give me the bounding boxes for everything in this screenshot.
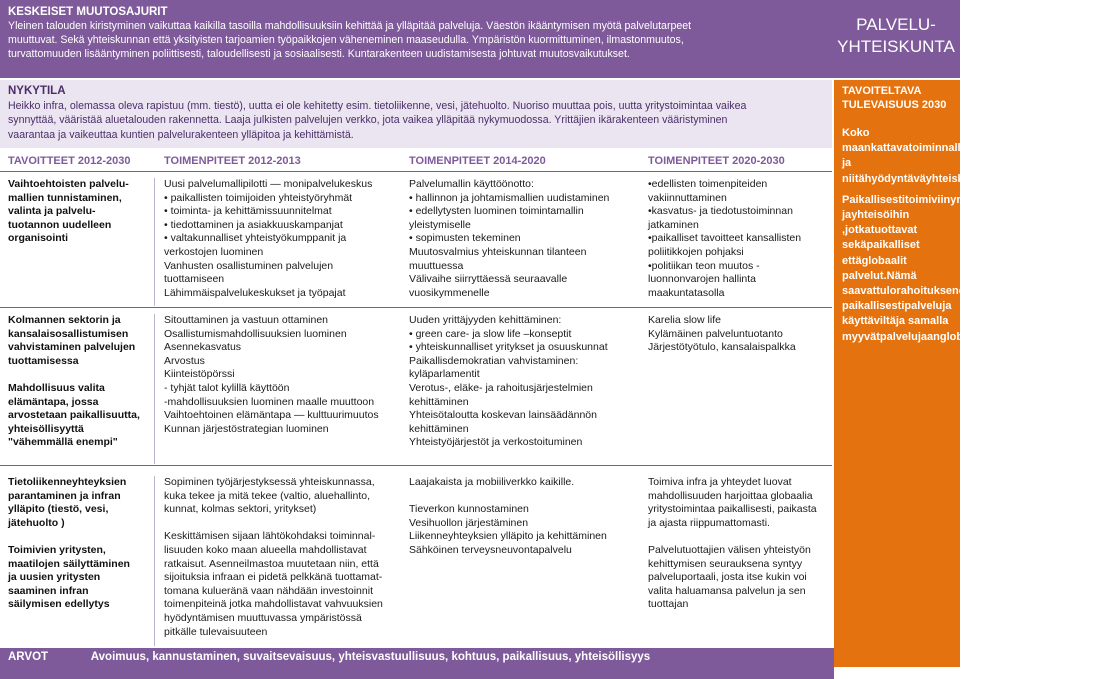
text-line: tuottamisessa (8, 354, 79, 367)
text-line: Kunnan järjestöstrategian luominen (164, 422, 329, 435)
drivers-line: muuttuvat. Sekä yhteiskunnan että yksityisten tarjoamien työpaikkojen väheneminen maaseudulla. Ympäristön kuormittuminen, ilmastonmuutos, (8, 34, 684, 46)
row-actions-2014 (409, 476, 639, 558)
text-line: yhteisöllisyyttä (8, 422, 84, 435)
text-line (8, 368, 148, 382)
future-vision-paragraph-1 (842, 126, 1107, 187)
text-line: Vaihtoehtoinen elämäntapa — kulttuurimuutos (164, 409, 379, 422)
text-line: Muutosvalmius yhteiskunnan tilanteen (409, 245, 587, 258)
row-actions-2020 (648, 314, 832, 355)
text-line: ylläpito (tiestö, vesi, (8, 503, 109, 516)
text-line (8, 530, 148, 544)
text-line: ja uusien yritysten (8, 571, 101, 584)
text-line: kyläparlamentit (409, 368, 480, 381)
text-line: verkostojen luominen (164, 245, 264, 258)
text-line: säilymisen edellytys (8, 598, 110, 611)
row-actions-2012 (164, 178, 400, 300)
text-line: Kiinteistöpörssi (164, 368, 235, 381)
service-society-line2: YHTEISKUNTA (837, 37, 955, 56)
text-line: Paikallisesti (842, 193, 905, 206)
text-line: • paikallisten toimijoiden yhteistyöryhmät (164, 191, 353, 204)
text-line: yhteisöihin ,jotka (842, 209, 910, 237)
text-line: tuottavat sekä (842, 224, 918, 252)
row-actions-2020 (648, 178, 832, 300)
text-line: tomana kulueränä vaan nähdään investoinnit (164, 584, 373, 597)
values-label: ARVOT (8, 651, 49, 663)
text-line: Osallistumismahdollisuuksien luominen (164, 327, 347, 340)
table-row (0, 314, 832, 464)
text-line: Tieverkon kunnostaminen (409, 503, 529, 516)
text-line: toimenpiteinä jotka mahdollistavat vahvuuksien (164, 598, 383, 611)
column-header-actions-2020: TOIMENPITEET 2020-2030 (648, 155, 785, 167)
text-line: •paikalliset tavoitteet kansallisten (648, 232, 802, 245)
text-line: tulorahoituksen (876, 285, 959, 298)
current-state-title: NYKYTILA (8, 85, 66, 97)
text-line: Uusi palvelumallipilotti — monipalvelukeskus (164, 178, 373, 190)
row-goal (8, 178, 148, 246)
text-line: Liikenneyhteyksien ylläpito ja kehittäminen (409, 530, 607, 543)
future-vision-title-line2: TULEVAISUUS 2030 (842, 99, 947, 111)
text-line: palvelujaan (879, 330, 940, 343)
text-line (164, 517, 400, 531)
text-line: Sähköinen terveysneuvontapalvelu (409, 543, 572, 556)
divider (154, 476, 155, 646)
drivers-panel (0, 0, 832, 78)
text-line: yrityksiin ja (842, 193, 999, 222)
text-line: Keskittämisen sijaan lähtökohdaksi toiminnal- (164, 530, 376, 543)
text-line: •edellisten toimenpiteiden (648, 178, 768, 190)
service-society-line1: PALVELU- (856, 15, 936, 34)
text-line: hyödyntävä (864, 172, 926, 185)
text-line: Verotus-, eläke- ja rahoitusjärjestelmien (409, 381, 593, 394)
text-line: mahdollisuuksia (978, 142, 1066, 155)
text-line: sijoituksia infraan ei pidetä pelkkänä tuottamat- (164, 571, 383, 584)
column-header-goals: TAVOITTEET 2012-2030 (8, 155, 131, 167)
column-header-actions-2014: TOIMENPITEET 2014-2020 (409, 155, 546, 167)
values-text: Avoimuus, kannustaminen, suvaitsevaisuus, yhteisvastuullisuus, kohtuus, paikallisuus, yhteisöllisyys (90, 651, 651, 663)
text-line: mahdollisuuden harjoittaa globaalia (648, 489, 813, 502)
text-line: kunnat, kolmas sektori, yritykset) (164, 503, 317, 516)
current-state-line: synnyttää, vääristää aluetalouden rakennetta. Laaja julkisten palvelujen verkko, jota vaikea ylläpitää nykymuodossa. Yrittäjien ikärakenteen vääristyminen (8, 114, 728, 126)
text-line: kansalaisosallistumisen (8, 327, 129, 340)
future-vision-paragraph-2 (842, 193, 999, 345)
text-line: vuosikymmenelle (409, 286, 490, 299)
text-line: Asennekasvatus (164, 341, 242, 354)
text-line: vahvistaminen palvelujen (8, 341, 136, 354)
text-line: "vähemmällä enempi" (8, 436, 118, 449)
text-line: Arvostus (164, 354, 205, 367)
text-line: Palvelutuottajien välisen yhteistyön (648, 543, 811, 556)
row-goal (8, 314, 148, 450)
text-line: Toimiva infra ja yhteydet luovat (648, 476, 792, 488)
text-line: Tietoliikenneyhteyksien (8, 476, 127, 488)
text-line: • edellytysten luominen toimintamallin (409, 205, 584, 218)
text-line: Vanhusten osallistuminen palvelujen (164, 259, 334, 272)
text-line: jatkaminen (648, 218, 699, 231)
divider (154, 178, 155, 306)
divider (154, 314, 155, 464)
text-line: vakiinnuttaminen (648, 191, 727, 204)
text-line: valita haluamansa palvelun ja sen (648, 584, 806, 597)
table-row (0, 476, 832, 646)
text-line: maatilojen säilyttäminen (8, 557, 130, 570)
text-line: muuttuessa (409, 259, 464, 272)
row-goal (8, 476, 148, 612)
text-line: saaminen infran (8, 584, 89, 597)
row-actions-2014 (409, 178, 639, 300)
text-line: kehittäminen (409, 395, 469, 408)
text-line: organisointi (8, 232, 69, 245)
text-line: elämäntapa, jossa (8, 395, 99, 408)
text-line: osittain paikallisesti (842, 285, 998, 313)
future-vision-title (842, 84, 952, 112)
text-line: kuka tekee ja mitä tekee (valtio, aluehallinto, (164, 489, 371, 502)
text-line: Välivaihe siirryttäessä seuraavalle (409, 273, 568, 286)
text-line: tarjoava ja niitä (842, 142, 1107, 185)
text-line: Laajakaista ja mobiiliverkko kaikille. (409, 476, 575, 488)
service-society-title (832, 0, 960, 78)
text-line: tuottajan (648, 598, 689, 611)
text-line: • valtakunnalliset yhteistyökumppanit ja (164, 232, 347, 245)
divider (0, 171, 832, 172)
text-line: Mahdollisuus valita (8, 381, 105, 394)
text-line: toiminnallisia (908, 142, 979, 155)
text-line: arvostetaan paikallisuutta, (8, 409, 140, 422)
text-line: kattava (870, 142, 909, 155)
text-line: Koko maan (842, 127, 871, 155)
text-line: • hallinnon ja johtamismallien uudistaminen (409, 191, 610, 204)
drivers-title: KESKEISET MUUTOSAJURIT (8, 6, 168, 18)
text-line: • tiedottaminen ja asiakkuuskampanjat (164, 218, 343, 231)
text-line: toimiviin (905, 193, 951, 206)
text-line: - tyhjät talot kylillä käyttöön (164, 381, 290, 394)
text-line: kehittäminen (409, 422, 469, 435)
row-actions-2020 (648, 476, 832, 612)
text-line: Vesihuollon järjestäminen (409, 516, 529, 529)
text-line: yleistymiselle (409, 218, 471, 231)
text-line: globaalit palvelut. (842, 254, 907, 282)
text-line: mallien tunnistaminen, (8, 191, 122, 204)
divider (0, 307, 832, 308)
values-footer (0, 648, 834, 679)
text-line: poliitikkojen pohjaksi (648, 245, 744, 258)
text-line: valinta ja palvelu- (8, 205, 96, 218)
text-line: globaalisti. (939, 330, 998, 343)
text-line (409, 490, 639, 504)
text-line: Yhteistyöjärjestöt ja verkostoituminen (409, 436, 583, 449)
drivers-line: turvattomuuden lisääntyminen poliittisesti, taloudellisesti ja sosiaalisesti. Kuntarakenteen uudistamisesta johtuvat muutosvaikutukset. (8, 48, 630, 60)
text-line: Lähimmäispalvelukeskukset ja työpajat (164, 286, 346, 299)
text-line: •kasvatus- ja tiedotustoiminnan (648, 205, 793, 218)
current-state-panel (0, 80, 832, 148)
text-line: maakuntatasolla (648, 286, 725, 299)
text-line: -mahdollisuuksien luominen maalle muuttoon (164, 395, 375, 408)
text-line: ja samalla myyvät (842, 315, 949, 343)
text-line: luonnonvarojen hallinta (648, 273, 756, 286)
future-vision-panel (834, 80, 1107, 667)
text-line: ratkaisut. Asenneilmastoa muutetaan niin, että (164, 557, 379, 570)
row-actions-2014 (409, 314, 639, 450)
text-line: parantaminen ja infran (8, 489, 121, 502)
text-line: Vaihtoehtoisten palvelu- (8, 178, 129, 190)
text-line: jätehuolto ) (8, 516, 65, 529)
column-header-actions-2012: TOIMENPITEET 2012-2013 (164, 155, 301, 167)
text-line: lisuuden koko maan alueella mahdollistavat (164, 543, 367, 556)
text-line: Sopiminen työjärjestyksessä yhteiskunnassa, (164, 476, 375, 488)
row-actions-2012 (164, 476, 400, 639)
text-line: Uuden yrittäjyyden kehittäminen: (409, 314, 562, 326)
text-line: yritystoimintaa paikallisesti, paikasta (648, 503, 817, 516)
drivers-line: Yleinen talouden kiristyminen vaikuttaa kaikilla tasoilla mahdollisuuksiin kehittää ja ylläpitää palveluja. Väestön ikääntymisen myötä palvelutarpeet (8, 20, 692, 32)
text-line: Sitouttaminen ja vastuun ottaminen (164, 314, 329, 326)
text-line: • toiminta- ja kehittämissuunnitelmat (164, 205, 332, 218)
table-row (0, 178, 832, 306)
text-line: yhteiskunta. (925, 172, 990, 185)
text-line: • green care- ja slow life –konseptit (409, 327, 572, 340)
text-line: ja ajasta riippumattomasti. (648, 516, 770, 529)
divider (0, 465, 832, 466)
row-actions-2012 (164, 314, 400, 436)
text-line: Paikallisdemokratian vahvistaminen: (409, 354, 579, 367)
text-line: Palvelumallin käyttöönotto: (409, 178, 534, 190)
text-line: palveluja käyttäviltä (842, 300, 952, 328)
text-line: Yhteisötaloutta koskevan lainsäädännön (409, 409, 597, 422)
text-line: palveluportaali, josta itse kukin voi (648, 571, 807, 584)
current-state-line: Heikko infra, olemassa oleva rapistuu (mm. tiestö), uutta ei ole kehitetty esim. tietoliikenne, vesi, jätehuolto. Nuoriso muuttaa pois, uutta yritystoimintaa vaikea (8, 99, 747, 112)
text-line: •politiikan teon muutos - (648, 259, 760, 272)
text-line: Toimivien yritysten, (8, 543, 106, 556)
text-line: Kolmannen sektorin ja (8, 314, 121, 326)
text-line: tuotannon uudelleen (8, 218, 112, 231)
text-line: Järjestötyötulo, kansalaispalkka (648, 341, 796, 354)
text-line: pitkälle tulevaisuuteen (164, 625, 268, 638)
current-state-line: vaarantaa ja vaikeuttaa kuntien palvelurakenteen ylläpitoa ja kehittämistä. (8, 128, 354, 141)
text-line: Karelia slow life (648, 314, 721, 326)
text-line: Kylämäinen palveluntuotanto (648, 327, 783, 340)
text-line: paikalliset että (842, 239, 920, 267)
text-line (648, 530, 832, 544)
text-line: kehittymisen seurauksena syntyy (648, 557, 803, 570)
text-line: hyödyntämisen muuttuvassa ympäristössä (164, 611, 362, 624)
text-line: • yhteiskunnalliset yritykset ja osuuskunnat (409, 341, 608, 354)
text-line: • sopimusten tekeminen (409, 232, 521, 245)
future-vision-title-line1: TAVOITELTAVA (842, 85, 922, 97)
text-line: tuottamiseen (164, 273, 225, 286)
text-line: Nämä saavat (842, 269, 917, 298)
